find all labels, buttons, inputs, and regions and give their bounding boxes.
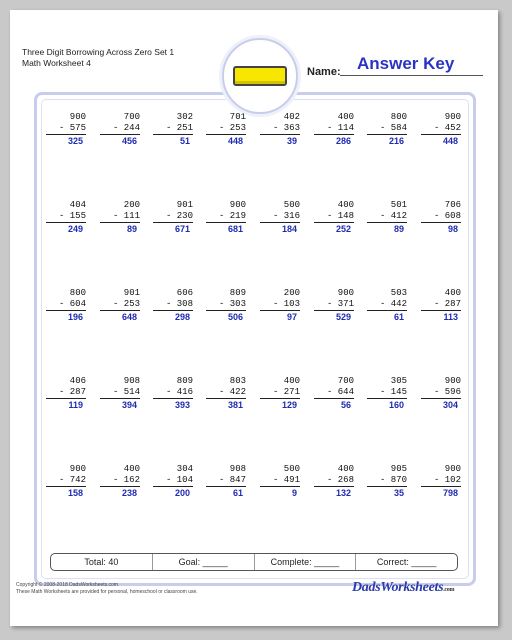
- answer: 216: [388, 136, 404, 146]
- subtrahend: - 102: [421, 475, 461, 487]
- answer: 448: [442, 136, 458, 146]
- answer: 113: [443, 312, 458, 322]
- minuend: 900: [444, 112, 461, 122]
- header-badge: [222, 38, 298, 114]
- problem: [153, 464, 193, 499]
- subtrahend: - 644: [314, 387, 354, 399]
- answer: 671: [174, 224, 190, 234]
- subtrahend: - 287: [46, 387, 86, 399]
- problem: [314, 112, 354, 147]
- subtrahend: - 114: [314, 123, 354, 135]
- answer: 89: [393, 224, 404, 234]
- copyright-line-1: Copyright © 2008-2018 DadsWorksheets.com: [16, 582, 118, 588]
- answer: 448: [227, 136, 243, 146]
- minuend: 400: [337, 464, 354, 474]
- minuend: 809: [229, 288, 246, 298]
- problem: [206, 376, 246, 411]
- answer: 393: [174, 400, 190, 410]
- title-line-1: Three Digit Borrowing Across Zero Set 1: [22, 47, 175, 57]
- subtrahend: - 303: [206, 299, 246, 311]
- worksheet-title: [22, 47, 174, 69]
- subtrahend: - 371: [314, 299, 354, 311]
- answer: 381: [227, 400, 243, 410]
- logo-text: DadsWorksheets: [352, 580, 444, 595]
- problem: [314, 288, 354, 323]
- subtrahend: - 308: [153, 299, 193, 311]
- answer: 252: [335, 224, 351, 234]
- answer: 160: [388, 400, 404, 410]
- problem: [153, 288, 193, 323]
- subtrahend: - 363: [260, 123, 300, 135]
- subtrahend: - 575: [46, 123, 86, 135]
- minuend: 900: [444, 464, 461, 474]
- name-line: [340, 75, 483, 76]
- logo-suffix: .com: [443, 587, 455, 593]
- title-line-2: Math Worksheet 4: [22, 58, 91, 68]
- problem: [314, 464, 354, 499]
- copyright-notice: [16, 582, 198, 596]
- problem: [421, 288, 461, 323]
- answer: 648: [121, 312, 137, 322]
- minuend: 700: [337, 376, 354, 386]
- goal-text: Goal: _____: [178, 557, 228, 567]
- problem: [46, 112, 86, 147]
- minuend: 901: [176, 200, 193, 210]
- answer: 97: [286, 312, 297, 322]
- minuend: 606: [176, 288, 193, 298]
- subtrahend: - 111: [100, 211, 140, 223]
- minuend: 900: [229, 200, 246, 210]
- minuend: 701: [229, 112, 246, 122]
- minuend: 900: [444, 376, 461, 386]
- answer: 56: [340, 400, 351, 410]
- subtrahend: - 219: [206, 211, 246, 223]
- subtrahend: - 514: [100, 387, 140, 399]
- complete-cell: [255, 554, 357, 570]
- score-footer: [50, 553, 458, 571]
- answer: 249: [67, 224, 83, 234]
- answer: 158: [67, 488, 83, 498]
- subtrahend: - 162: [100, 475, 140, 487]
- answer: 200: [174, 488, 190, 498]
- answer: 196: [67, 312, 83, 322]
- problem: [314, 200, 354, 235]
- problem: [100, 464, 140, 499]
- correct-cell: [356, 554, 457, 570]
- minuend: 200: [123, 200, 140, 210]
- subtrahend: - 604: [46, 299, 86, 311]
- subtrahend: - 244: [100, 123, 140, 135]
- name-label: Name:: [307, 66, 341, 78]
- subtrahend: - 155: [46, 211, 86, 223]
- subtrahend: - 230: [153, 211, 193, 223]
- complete-text: Complete: _____: [270, 557, 340, 567]
- answer: 61: [232, 488, 243, 498]
- problem: [421, 376, 461, 411]
- minuend: 706: [444, 200, 461, 210]
- subtrahend: - 148: [314, 211, 354, 223]
- problem: [260, 376, 300, 411]
- minuend: 905: [390, 464, 407, 474]
- subtrahend: - 145: [367, 387, 407, 399]
- subtrahend: - 253: [206, 123, 246, 135]
- answer: 325: [67, 136, 83, 146]
- subtrahend: - 596: [421, 387, 461, 399]
- problem: [46, 376, 86, 411]
- minuend: 304: [176, 464, 193, 474]
- answer: 89: [126, 224, 137, 234]
- subtrahend: - 491: [260, 475, 300, 487]
- subtrahend: - 412: [367, 211, 407, 223]
- answer: 298: [174, 312, 190, 322]
- subtrahend: - 104: [153, 475, 193, 487]
- problem: [260, 200, 300, 235]
- minuend: 400: [123, 464, 140, 474]
- minuend: 700: [123, 112, 140, 122]
- problem: [421, 200, 461, 235]
- answer: 286: [335, 136, 351, 146]
- problem: [153, 200, 193, 235]
- answer: 39: [286, 136, 297, 146]
- answer: 132: [335, 488, 351, 498]
- problem: [46, 288, 86, 323]
- minuend: 900: [69, 112, 86, 122]
- minuend: 305: [390, 376, 407, 386]
- problem: [421, 112, 461, 147]
- answer: 456: [121, 136, 137, 146]
- problem: [206, 464, 246, 499]
- answer: 61: [393, 312, 404, 322]
- subtrahend: - 253: [100, 299, 140, 311]
- subtrahend: - 316: [260, 211, 300, 223]
- goal-cell: [153, 554, 255, 570]
- minuend: 809: [176, 376, 193, 386]
- subtrahend: - 442: [367, 299, 407, 311]
- problem: [100, 112, 140, 147]
- minuend: 500: [283, 464, 300, 474]
- subtrahend: - 271: [260, 387, 300, 399]
- minuend: 404: [69, 200, 86, 210]
- total-cell: [51, 554, 153, 570]
- problem: [46, 200, 86, 235]
- problem: [367, 200, 407, 235]
- problem: [367, 464, 407, 499]
- site-logo[interactable]: [352, 580, 454, 596]
- minuend: 400: [337, 112, 354, 122]
- subtrahend: - 422: [206, 387, 246, 399]
- minuend: 908: [123, 376, 140, 386]
- problem: [367, 288, 407, 323]
- correct-text: Correct: _____: [376, 557, 437, 567]
- minuend: 302: [176, 112, 193, 122]
- minuend: 400: [283, 376, 300, 386]
- problem: [100, 288, 140, 323]
- answer: 304: [442, 400, 458, 410]
- minuend: 900: [69, 464, 86, 474]
- problem: [153, 376, 193, 411]
- answer: 238: [121, 488, 137, 498]
- answer-key-label: Answer Key: [357, 54, 455, 73]
- minuend: 400: [444, 288, 461, 298]
- problem: [46, 464, 86, 499]
- minuend: 406: [69, 376, 86, 386]
- minuend: 200: [283, 288, 300, 298]
- answer: 98: [447, 224, 458, 234]
- minuend: 501: [390, 200, 407, 210]
- subtrahend: - 268: [314, 475, 354, 487]
- answer: 51: [179, 136, 190, 146]
- answer: 9: [291, 488, 297, 498]
- answer: 506: [227, 312, 243, 322]
- answer: 129: [281, 400, 297, 410]
- problem: [206, 288, 246, 323]
- problem: [100, 376, 140, 411]
- minuend: 908: [229, 464, 246, 474]
- minuend: 800: [390, 112, 407, 122]
- subtrahend: - 847: [206, 475, 246, 487]
- problem: [421, 464, 461, 499]
- problem: [206, 200, 246, 235]
- problem: [314, 376, 354, 411]
- problem: [153, 112, 193, 147]
- minuend: 800: [69, 288, 86, 298]
- subtrahend: - 452: [421, 123, 461, 135]
- subtrahend: - 584: [367, 123, 407, 135]
- subtrahend: - 742: [46, 475, 86, 487]
- answer: 529: [335, 312, 351, 322]
- problem: [260, 464, 300, 499]
- answer: 184: [281, 224, 297, 234]
- total-text: Total: 40: [84, 557, 119, 567]
- minuend: 901: [123, 288, 140, 298]
- subtrahend: - 870: [367, 475, 407, 487]
- yellow-bar-icon: [233, 66, 287, 86]
- problem: [367, 112, 407, 147]
- subtrahend: - 416: [153, 387, 193, 399]
- minuend: 500: [283, 200, 300, 210]
- problem: [260, 112, 300, 147]
- problem: [367, 376, 407, 411]
- problem: [206, 112, 246, 147]
- copyright-line-2: These Math Worksheets are provided for personal, homeschool or classroom use.: [16, 589, 198, 595]
- minuend: 803: [229, 376, 246, 386]
- minuend: 503: [390, 288, 407, 298]
- subtrahend: - 103: [260, 299, 300, 311]
- answer: 35: [393, 488, 404, 498]
- answer: 681: [227, 224, 243, 234]
- answer: 119: [68, 400, 83, 410]
- subtrahend: - 251: [153, 123, 193, 135]
- subtrahend: - 608: [421, 211, 461, 223]
- problems-grid: [44, 112, 468, 512]
- minuend: 900: [337, 288, 354, 298]
- minuend: 402: [283, 112, 300, 122]
- problem: [260, 288, 300, 323]
- answer: 394: [121, 400, 137, 410]
- problem: [100, 200, 140, 235]
- answer: 798: [442, 488, 458, 498]
- minuend: 400: [337, 200, 354, 210]
- subtrahend: - 287: [421, 299, 461, 311]
